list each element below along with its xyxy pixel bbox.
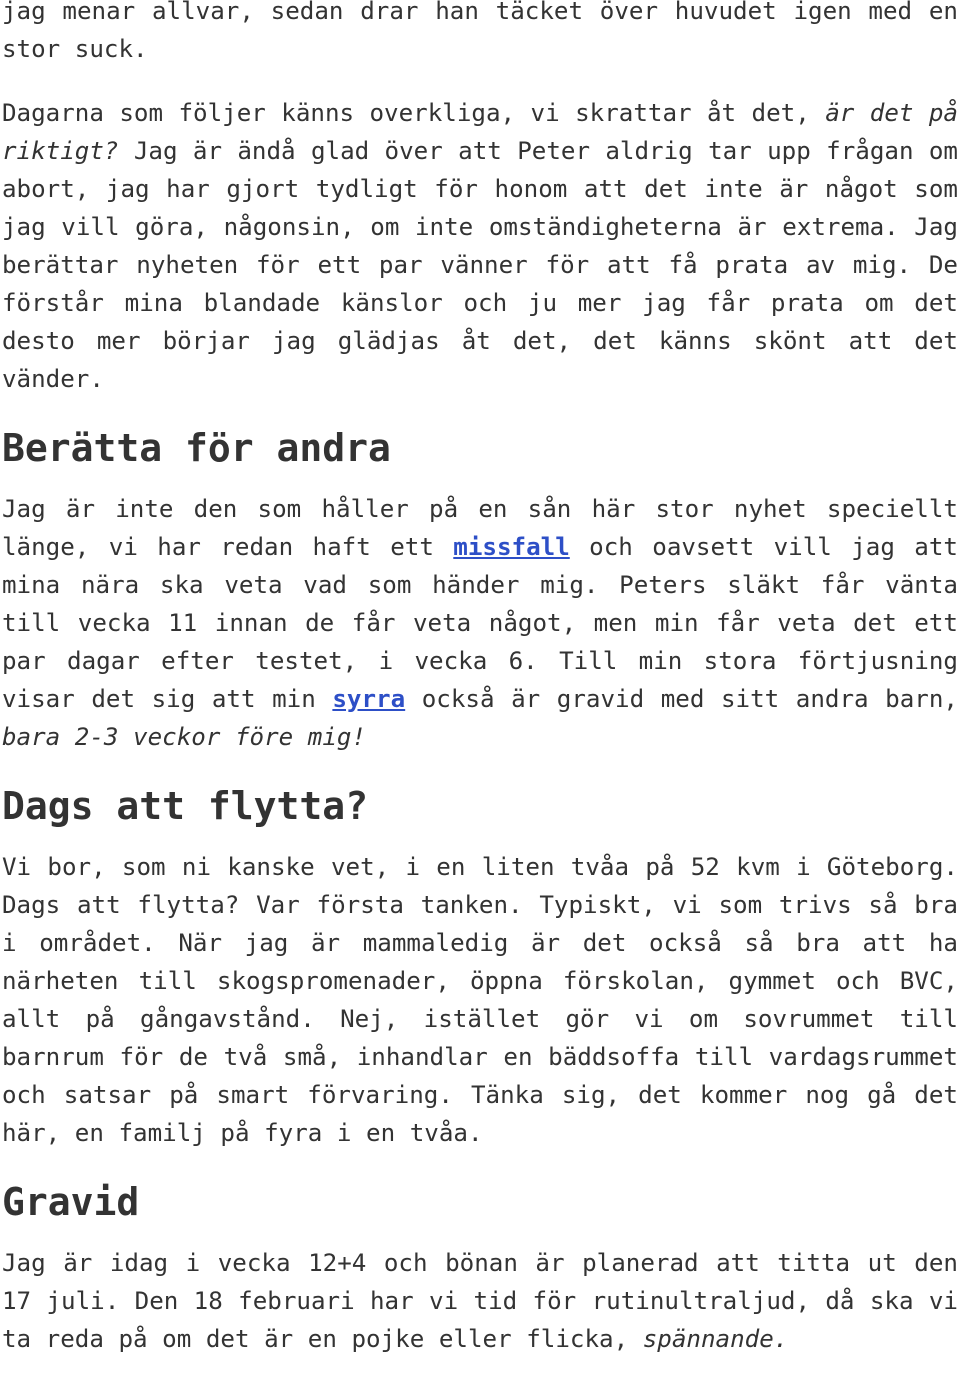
tell-text-2: och oavsett vill jag att mina nära ska veta vad som händer mig. Peters släkt får vänta till vecka 11 innan de får veta något, men min får veta det ett par dagar efter testet, i vecka 6. Till min stora förtjusning visar det sig att min (2, 533, 958, 713)
pregnant-text-1: Jag är idag i vecka 12+4 och bönan är planerad att titta ut den 17 juli. Den 18 februari har vi tid för rutinultraljud, då ska vi ta reda på om det är en pojke eller flicka, (2, 1249, 958, 1353)
paragraph-2 (2, 94, 958, 398)
link-syrra[interactable]: syrra (332, 685, 406, 713)
tell-text-1: Jag är inte den som håller på en sån här stor nyhet speciellt länge, vi har redan haft ett (2, 495, 958, 561)
pregnant-italic: spännande. (642, 1325, 789, 1353)
paragraph-2-text-2: Jag är ändå glad över att Peter aldrig tar upp frågan om abort, jag har gjort tydligt för honom att det inte är något som jag vill göra, någonsin, om inte omständigheterna är extrema. Jag berättar nyheten för ett par vänner för att få prata av mig. De förstår mina blandade känslor och ju mer jag får prata om det desto mer börjar jag glädjas åt det, det känns skönt att det vänder. (2, 137, 958, 393)
paragraph-pregnant (2, 1244, 958, 1358)
heading-time-to-move: Dags att flytta? (2, 784, 369, 828)
paragraph-time-to-move: Vi bor, som ni kanske vet, i en liten tvåa på 52 kvm i Göteborg. Dags att flytta? Var första tanken. Typiskt, vi som trivs så bra i området. När jag är mammaledig är det också så bra att ha närheten till skogspromenader, öppna förskolan, gymmet och BVC, allt på gångavstånd. Nej, istället gör vi om sovrummet till barnrum för de två små, inhandlar en bäddsoffa till vardagsrummet och satsar på smart förvaring. Tänka sig, det kommer nog gå det här, en familj på fyra i en tvåa. (2, 853, 958, 1147)
article-body (2, 0, 958, 1384)
tell-italic: bara 2-3 veckor före mig! (2, 723, 367, 751)
paragraph-tell-others (2, 490, 958, 756)
link-missfall[interactable]: missfall (453, 533, 570, 561)
heading-pregnant: Gravid (2, 1180, 140, 1224)
intro-paragraph (2, 0, 958, 68)
heading-tell-others: Berätta för andra (2, 426, 391, 470)
tell-text-3: också är gravid med sitt andra barn, (405, 685, 958, 713)
paragraph-2-italic: är det på riktigt? (2, 99, 958, 165)
intro-text: jag menar allvar, sedan drar han täcket över huvudet igen med en stor suck. (2, 0, 958, 63)
paragraph-2-text-1: Dagarna som följer känns overkliga, vi skrattar åt det, (2, 99, 826, 127)
